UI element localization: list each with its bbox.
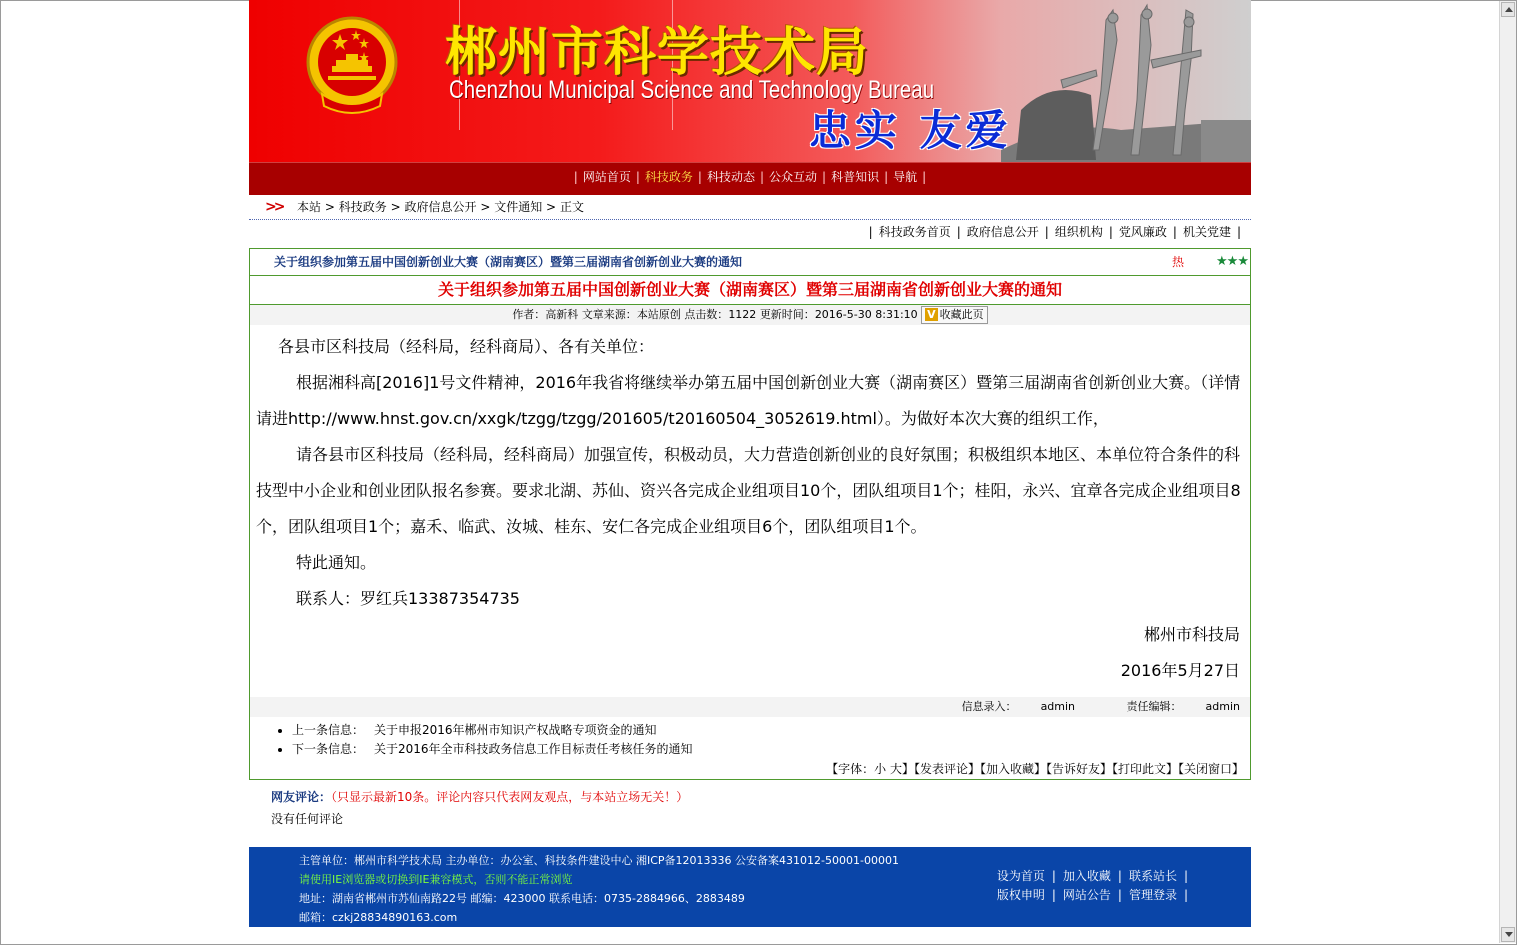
article-paragraph: 根据湘科高[2016]1号文件精神，2016年我省将继续举办第五届中国创新创业大赛（湖南赛区）暨第三届湖南省创新创业大赛。（详情请进http://www.hnst.gov.cn/xxgk/tzgg/tzgg/201605/t20160504_3052619.html）。为做好本次大赛的组织工作， (256, 373, 1241, 428)
main-navigation: | 网站首页 | 科技政务 | 科技动态 | 公众互动 | 科普知识 | 导航 | (249, 162, 1251, 195)
breadcrumb-item-gov-info[interactable]: 政府信息公开 (404, 200, 477, 214)
sculpture-image (1001, 0, 1251, 162)
prev-article: 上一条信息： 关于申报2016年郴州市知识产权战略专项资金的通知 (278, 721, 1250, 740)
article-source: 本站原创 (636, 308, 681, 321)
article-paragraph: 联系人：罗红兵13387354735 (296, 589, 520, 608)
site-slogan: 忠实 友爱 (809, 106, 1012, 155)
page-container (249, 0, 1251, 830)
footer-browser-warning: 请使用IE浏览器或切换到IE兼容模式，否则不能正常浏览 (299, 873, 573, 886)
nav-sci-gov[interactable]: 科技政务 (644, 170, 693, 184)
comments-title: 网友评论： (271, 790, 332, 804)
contact-admin-link[interactable]: 联系站长 (1128, 869, 1177, 883)
nav-guide[interactable]: 导航 (893, 170, 918, 184)
article-date: 2016年5月27日 (1120, 661, 1240, 680)
nav-home[interactable]: 网站首页 (582, 170, 631, 184)
article-meta: 作者：高新科 文章来源：本站原创 点击数：1122 更新时间：2016-5-30 8:31:10 V 收藏此页 (250, 305, 1250, 325)
article-editor-info: 信息录入： admin 责任编辑： admin (250, 697, 1250, 717)
comments-empty: 没有任何评论 (271, 812, 344, 826)
site-announcement-link[interactable]: 网站公告 (1062, 888, 1111, 902)
breadcrumb-item-current: 正文 (559, 200, 584, 214)
rating-stars-icon: ★★★ (1216, 254, 1248, 269)
section-subnav: | 科技政务首页 | 政府信息公开 | 组织机构 | 党风廉政 | 机关党建 | (868, 225, 1241, 239)
footer-email: 邮箱：czkj28834890163.com (299, 911, 458, 924)
set-homepage-link[interactable]: 设为首页 (996, 869, 1045, 883)
article-box (249, 248, 1251, 780)
subnav-sci-gov-home[interactable]: 科技政务首页 (878, 225, 951, 239)
favorite-button[interactable]: V 收藏此页 (921, 306, 988, 324)
footer-info (299, 851, 899, 927)
site-banner (249, 0, 1251, 162)
article-paragraph: 特此通知。 (296, 553, 377, 572)
footer-links: 设为首页 | 加入收藏 | 联系站长 | 版权申明 | 网站公告 | 管理登录 | (996, 869, 1188, 902)
footer-address: 地址：湖南省郴州市苏仙南路22号 邮编：423000 联系电话：0735-2884966、2883489 (299, 892, 745, 905)
article-salutation: 各县市区科技局（经科局，经科商局）、各有关单位： (278, 337, 655, 356)
admin-login-link[interactable]: 管理登录 (1128, 888, 1177, 902)
article-header-bar (250, 249, 1250, 276)
next-article: 下一条信息： 关于2016年全市科技政务信息工作目标责任考核任务的通知 (278, 740, 1250, 759)
breadcrumb-item-notices[interactable]: 文件通知 (494, 200, 543, 214)
nav-public-interaction[interactable]: 公众互动 (769, 170, 818, 184)
prev-next-links (250, 717, 1250, 759)
article-tools[interactable]: 【字体：小 大】【发表评论】【加入收藏】【告诉好友】【打印此文】【关闭窗口】 (826, 762, 1244, 776)
subnav-party[interactable]: 机关党建 (1182, 225, 1231, 239)
bullet-icon (278, 748, 282, 752)
comments-section (249, 780, 1251, 830)
entry-user: admin (1040, 700, 1076, 713)
vertical-scrollbar[interactable] (1499, 1, 1516, 943)
nav-sci-knowledge[interactable]: 科普知识 (831, 170, 880, 184)
subnav-organization[interactable]: 组织机构 (1054, 225, 1103, 239)
breadcrumb-item-site[interactable]: 本站 (297, 200, 322, 214)
prev-article-link[interactable]: 关于申报2016年郴州市知识产权战略专项资金的通知 (374, 723, 657, 737)
editor-user: admin (1205, 700, 1240, 713)
site-footer (249, 847, 1251, 927)
article-paragraph: 请各县市区科技局（经科局，经科商局）加强宣传，积极动员，大力营造创新创业的良好氛围；积极组织本地区、本单位符合条件的科技型中小企业和创业团队报名参赛。要求北湖、苏仙、资兴各完成企业组项目10个，团队组项目1个；桂阳，永兴、宜章各完成企业组项目8个，团队组项目1个；嘉禾、临武、汝城、桂东、安仁各完成企业组项目6个，团队组项目1个。 (256, 445, 1241, 536)
article-content (250, 325, 1250, 697)
scroll-up-arrow-icon[interactable] (1501, 2, 1515, 17)
article-header-title: 关于组织参加第五届中国创新创业大赛（湖南赛区）暨第三届湖南省创新创业大赛的通知 (274, 255, 743, 269)
article-signature: 郴州市科技局 (1143, 625, 1240, 644)
article-author: 高新科 (545, 308, 579, 321)
comments-note: （只显示最新10条。评论内容只代表网友观点，与本站立场无关！） (331, 790, 689, 804)
add-favorite-link[interactable]: 加入收藏 (1062, 869, 1111, 883)
footer-line-admin: 主管单位：郴州市科学技术局 主办单位：办公室、科技条件建设中心 湘ICP备12013336 公安备案431012-50001-00001 (299, 854, 899, 867)
nav-sci-news[interactable]: 科技动态 (706, 170, 755, 184)
hot-badge: 热 (1171, 255, 1184, 269)
national-emblem-icon (302, 14, 402, 122)
double-chevron-right-icon: >> (265, 199, 283, 215)
next-article-link[interactable]: 关于2016年全市科技政务信息工作目标责任考核任务的通知 (374, 742, 693, 756)
copyright-link[interactable]: 版权申明 (996, 888, 1045, 902)
breadcrumb: >> 本站 > 科技政务 > 政府信息公开 > 文件通知 > 正文 (249, 195, 1251, 220)
article-click-count: 1122 (728, 308, 757, 321)
subnav-integrity[interactable]: 党风廉政 (1118, 225, 1167, 239)
bullet-icon (278, 729, 282, 733)
site-title: 郴州市科学技术局 (445, 23, 870, 83)
favorite-icon: V (927, 308, 936, 321)
article-update-time: 2016-5-30 8:31:10 (814, 308, 918, 321)
subnav-gov-info[interactable]: 政府信息公开 (966, 225, 1039, 239)
breadcrumb-item-sci-gov[interactable]: 科技政务 (338, 200, 387, 214)
scroll-down-arrow-icon[interactable] (1501, 927, 1515, 942)
site-title-english: Chenzhou Municipal Science and Technology Bureau (449, 76, 935, 104)
article-title: 关于组织参加第五届中国创新创业大赛（湖南赛区）暨第三届湖南省创新创业大赛的通知 (250, 276, 1250, 305)
